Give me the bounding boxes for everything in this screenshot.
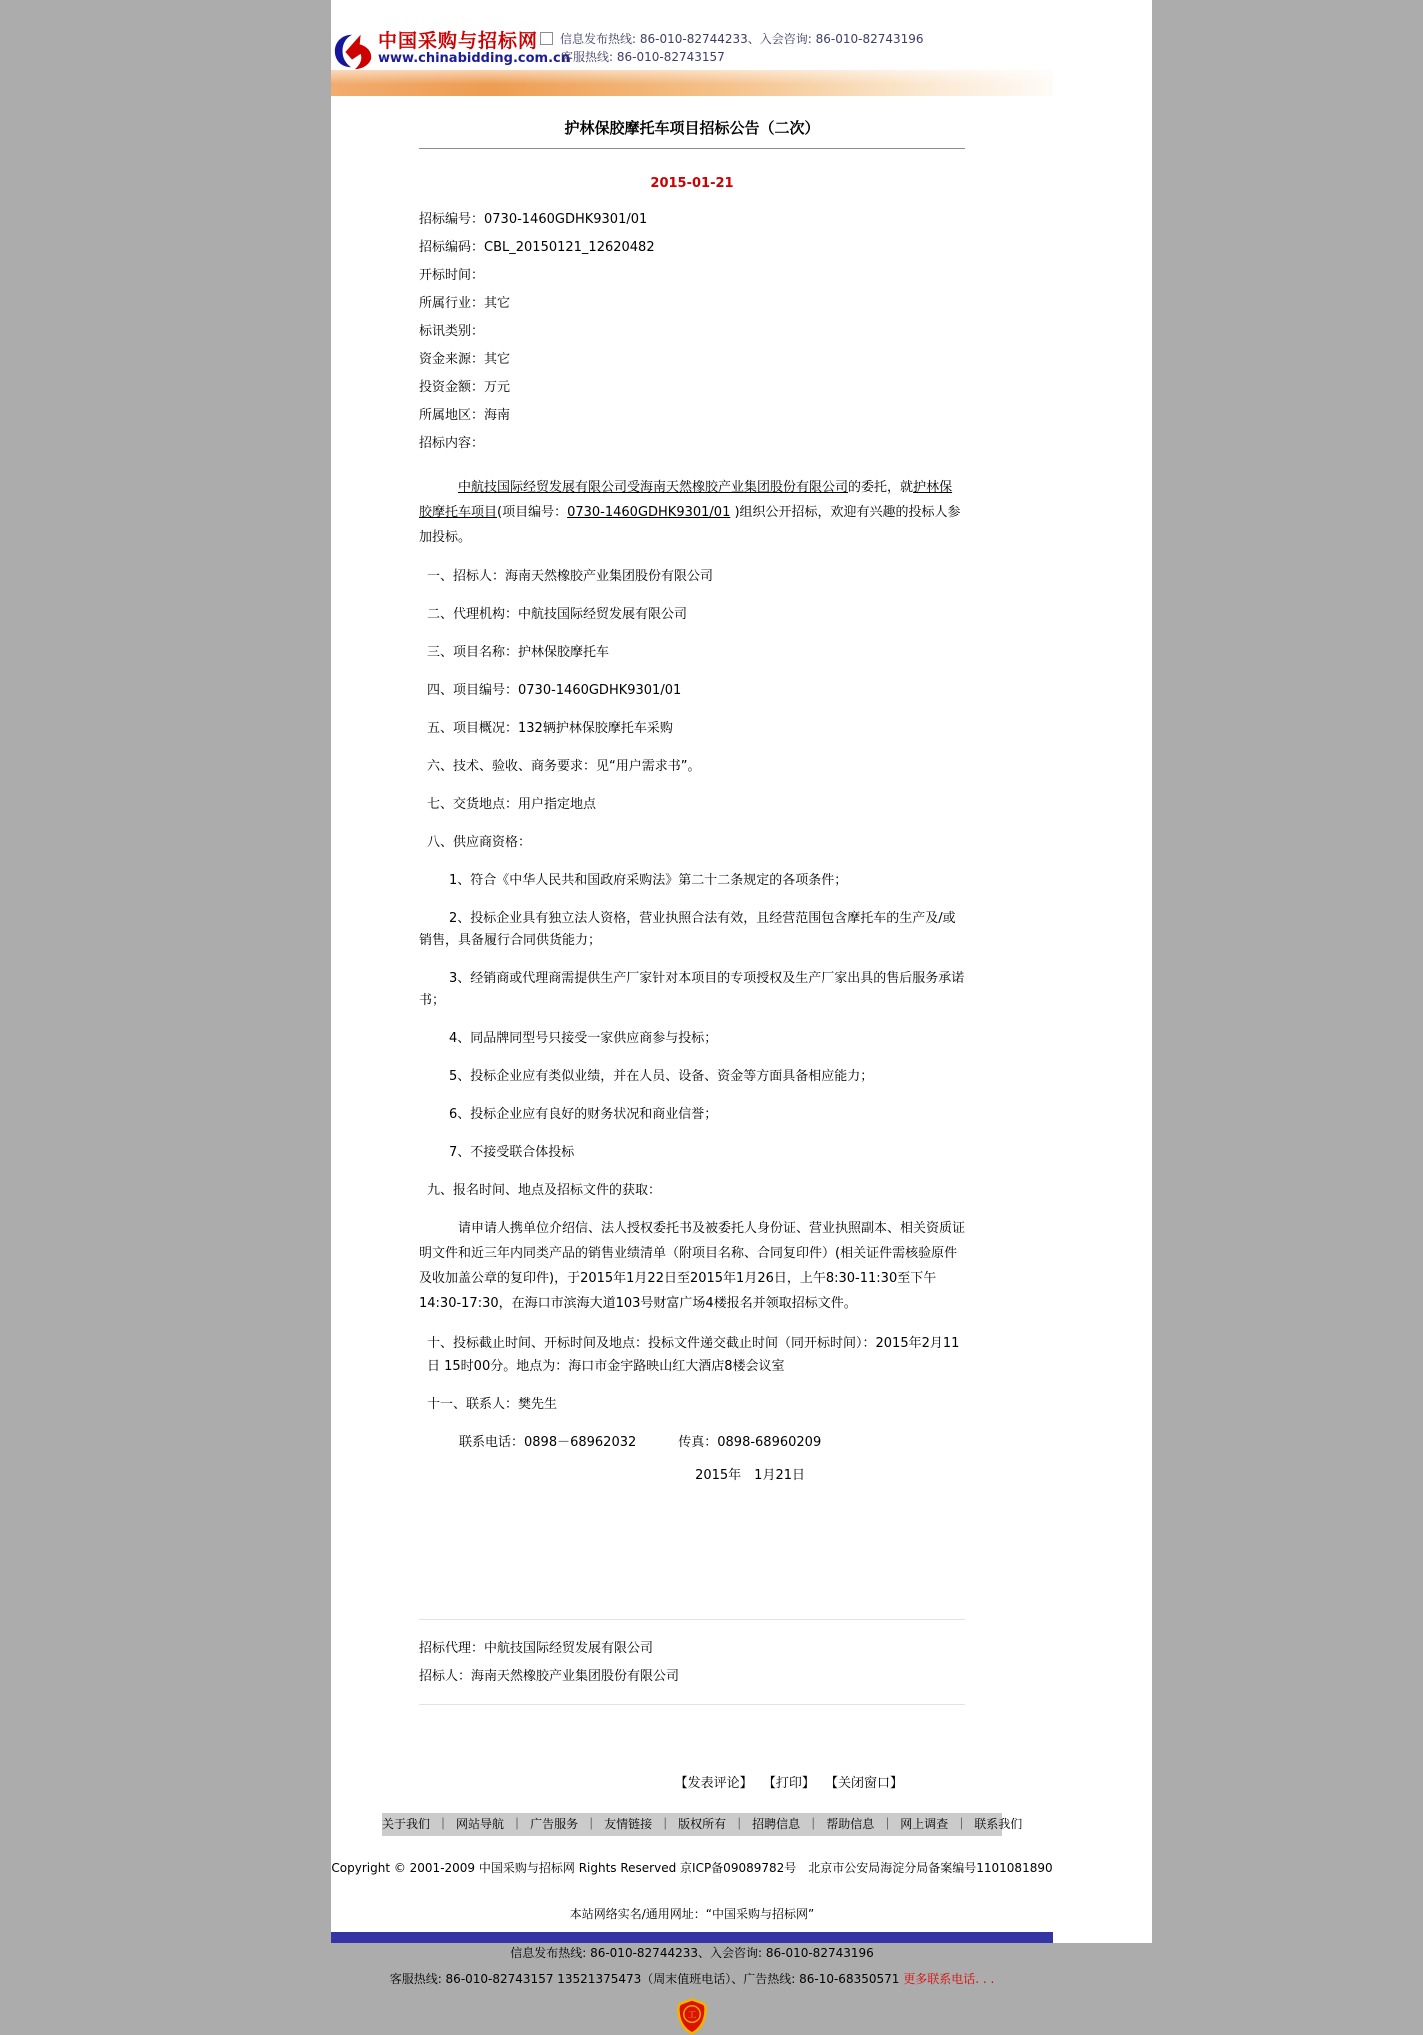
tender-agent-line: 招标代理：中航技国际经贸发展有限公司 bbox=[419, 1641, 654, 1656]
field-row: 资金来源：其它 bbox=[419, 352, 511, 367]
header-contact-info bbox=[540, 30, 924, 66]
link-project-number[interactable]: 0730-1460GDHK9301/01 bbox=[567, 505, 731, 520]
link-project[interactable]: 护林保胶摩托车项目 bbox=[419, 480, 953, 520]
nav-contact[interactable]: 联系我们 bbox=[974, 1817, 1023, 1831]
copyright-line: Copyright © 2001-2009 中国采购与招标网 Rights Reserved 京ICP备09089782号 北京市公安局海淀分局备案编号1101081890 bbox=[331, 1861, 1053, 1875]
section-6: 六、技术、验收、商务要求：见“用户需求书”。 bbox=[427, 759, 701, 774]
section-5: 五、项目概况：132辆护林保胶摩托车采购 bbox=[427, 721, 673, 736]
section-9-heading: 九、报名时间、地点及招标文件的获取： bbox=[427, 1183, 662, 1198]
more-contacts-link[interactable]: 更多联系电话. . . bbox=[903, 1972, 995, 1986]
link-agency[interactable]: 中航技国际经贸发展有限公司 bbox=[458, 480, 628, 495]
print-button[interactable]: 【打印】 bbox=[762, 1776, 815, 1791]
nav-jobs[interactable]: 招聘信息 bbox=[752, 1817, 801, 1831]
page bbox=[331, 0, 1152, 2021]
section-10: 十、投标截止时间、开标时间及地点：投标文件递交截止时间（同开标时间）：2015年2月11日 15时00分。地点为：海口市金宇路映山红大酒店8楼会议室 bbox=[427, 1336, 960, 1374]
nav-about[interactable]: 关于我们 bbox=[382, 1817, 431, 1831]
header-info-line2: 客服热线: 86-010-82743157 bbox=[561, 50, 725, 64]
section-2: 二、代理机构：中航技国际经贸发展有限公司 bbox=[427, 607, 688, 622]
signature-block bbox=[419, 1635, 965, 1691]
logo-swoosh-icon bbox=[332, 31, 374, 71]
logo-title: 中国采购与招标网 bbox=[378, 30, 539, 52]
section-11: 十一、联系人：樊先生 bbox=[427, 1397, 558, 1412]
qualification-item: 7、不接受联合体投标 bbox=[449, 1145, 575, 1160]
field-row: 招标编号：0730-1460GDHK9301/01 bbox=[419, 212, 648, 227]
footer-nav-bar: 关于我们 ｜ 网站导航 ｜ 广告服务 ｜ 友情链接 ｜ 版权所有 ｜ 招聘信息 ｜ 帮助信息 ｜ 网上调查 ｜ 联系我们 bbox=[382, 1813, 1002, 1836]
section-7: 七、交货地点：用户指定地点 bbox=[427, 797, 597, 812]
qualification-item: 1、符合《中华人民共和国政府采购法》第二十二条规定的各项条件； bbox=[449, 873, 848, 888]
close-window-button[interactable]: 【关闭窗口】 bbox=[824, 1776, 903, 1791]
signature-date: 2015年 1月21日 bbox=[695, 1468, 805, 1483]
footer-divider-top bbox=[419, 1619, 965, 1620]
link-tenderee[interactable]: 海南天然橡胶产业集团股份有限公司 bbox=[640, 480, 849, 495]
contact-fax: 传真：0898-68960209 bbox=[678, 1435, 822, 1450]
site-name-line: 本站网络实名/通用网址：“中国采购与招标网” bbox=[569, 1907, 815, 1921]
logo-url[interactable]: www.chinabidding.com.cn bbox=[378, 51, 570, 66]
qualification-item: 2、投标企业具有独立法人资格，营业执照合法有效，且经营范围包含摩托车的生产及/或销售，具备履行合同供货能力； bbox=[419, 911, 956, 948]
section-1: 一、招标人：海南天然橡胶产业集团股份有限公司 bbox=[427, 569, 714, 584]
site-logo[interactable] bbox=[332, 31, 570, 71]
section-9-body: 请申请人携单位介绍信、法人授权委托书及被委托人身份证、营业执照副本、相关资质证明文件和近三年内同类产品的销售业绩清单（附项目名称、合同复印件）(相关证件需核验原件及收加盖公章的复印件)，于2015年1月22日至2015年1月26日，上午8:30-11:30至下午14:30-17:30，在海口市滨海大道103号财富广场4楼报名并领取招标文件。 bbox=[419, 1221, 966, 1311]
field-row: 标讯类别： bbox=[419, 324, 485, 339]
footer-divider-bottom bbox=[419, 1704, 965, 1705]
site-footer bbox=[331, 1859, 1053, 2035]
svg-text:工: 工 bbox=[687, 2010, 697, 2021]
nav-links[interactable]: 友情链接 bbox=[604, 1817, 653, 1831]
field-row: 投资金额：万元 bbox=[419, 380, 511, 395]
qualification-item: 5、投标企业应有类似业绩，并在人员、设备、资金等方面具备相应能力； bbox=[449, 1069, 874, 1084]
header-info-line1: 信息发布热线: 86-010-82744233、入会咨询: 86-010-82743196 bbox=[540, 30, 924, 48]
page-title: 护林保胶摩托车项目招标公告（二次） bbox=[564, 119, 820, 137]
section-3: 三、项目名称：护林保胶摩托车 bbox=[427, 645, 610, 660]
orange-gradient-bar bbox=[331, 70, 1053, 96]
nav-survey[interactable]: 网上调查 bbox=[900, 1817, 949, 1831]
comment-button[interactable]: 【发表评论】 bbox=[674, 1776, 753, 1791]
section-4: 四、项目编号：0730-1460GDHK9301/01 bbox=[427, 683, 682, 698]
field-row: 所属地区：海南 bbox=[419, 408, 511, 423]
qualification-item: 3、经销商或代理商需提供生产厂家针对本项目的专项授权及生产厂家出具的售后服务承诺书； bbox=[419, 971, 965, 1008]
title-divider bbox=[419, 148, 965, 149]
field-row: 开标时间： bbox=[419, 268, 485, 283]
contact-phone: 联系电话：0898－68962032 bbox=[459, 1435, 637, 1450]
contact-line bbox=[419, 1431, 965, 1450]
meta-fields bbox=[419, 206, 965, 458]
bottom-blue-bar bbox=[331, 1932, 1053, 1943]
intro-paragraph: 中航技国际经贸发展有限公司受海南天然橡胶产业集团股份有限公司的委托，就护林保胶摩托车项目(项目编号：0730-1460GDHK9301/01 )组织公开招标，欢迎有兴趣的投标人参加投标。 bbox=[419, 480, 961, 545]
field-row: 招标内容： bbox=[419, 436, 485, 451]
field-row: 所属行业：其它 bbox=[419, 296, 511, 311]
action-links bbox=[331, 1772, 1053, 1791]
footer-service-line: 客服热线: 86-010-82743157 13521375473（周末值班电话）、广告热线: 86-10-68350571 更多联系电话. . . bbox=[389, 1972, 995, 1986]
nav-help[interactable]: 帮助信息 bbox=[826, 1817, 875, 1831]
section-8: 八、供应商资格： bbox=[427, 835, 532, 850]
publish-date: 2015-01-21 bbox=[650, 176, 734, 191]
checkbox-icon[interactable] bbox=[540, 32, 553, 45]
industry-commerce-seal-icon[interactable] bbox=[676, 1998, 708, 2035]
footer-hotline-line: 信息发布热线: 86-010-82744233、入会咨询: 86-010-82743196 bbox=[510, 1946, 874, 1960]
announcement-document bbox=[331, 96, 1053, 1705]
qualification-item: 4、同品牌同型号只接受一家供应商参与投标； bbox=[449, 1031, 718, 1046]
field-row: 招标编码：CBL_20150121_12620482 bbox=[419, 240, 655, 255]
tenderee-line: 招标人：海南天然橡胶产业集团股份有限公司 bbox=[419, 1669, 680, 1684]
site-header bbox=[331, 0, 1053, 70]
nav-copyright[interactable]: 版权所有 bbox=[678, 1817, 727, 1831]
qualification-item: 6、投标企业应有良好的财务状况和商业信誉； bbox=[449, 1107, 718, 1122]
nav-sitemap[interactable]: 网站导航 bbox=[456, 1817, 505, 1831]
nav-ads[interactable]: 广告服务 bbox=[530, 1817, 579, 1831]
